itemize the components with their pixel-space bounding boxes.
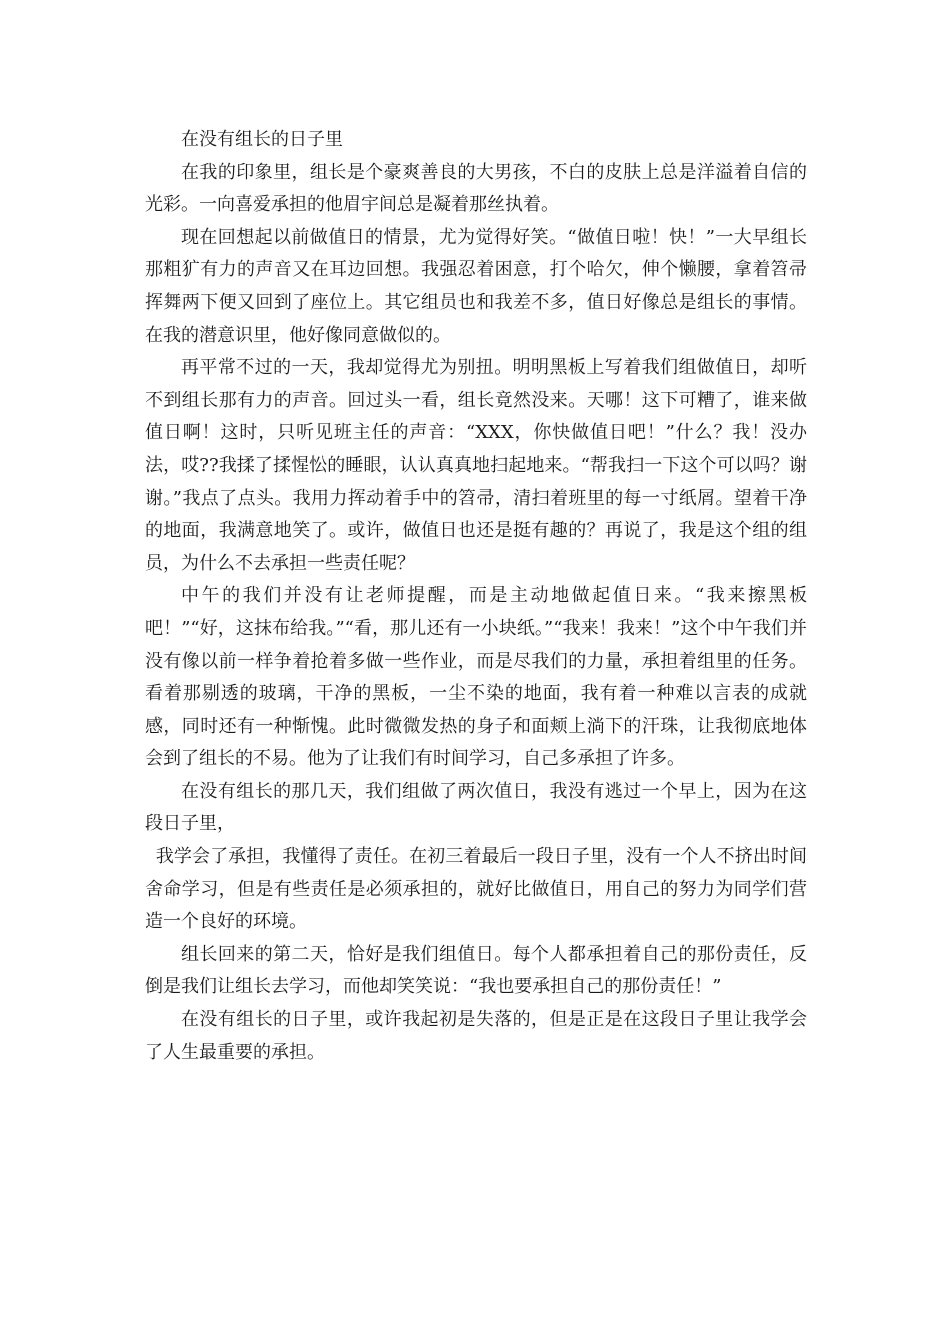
document-body [145, 124, 807, 1069]
paragraph-2: 现在回想起以前做值日的情景，尤为觉得好笑。“做值日啦！快！”一大早组长那粗犷有力的声音又在耳边回想。我强忍着困意，打个哈欠，伸个懒腰，拿着笤帚挥舞两下便又回到了座位上。其它组员也和我差不多，值日好像总是组长的事情。在我的潜意识里，他好像同意做似的。 [145, 226, 807, 346]
paragraph-6: 我学会了承担，我懂得了责任。在初三着最后一段日子里，没有一个人不挤出时间舍命学习，但是有些责任是必须承担的，就好比做值日，用自己的努力为同学们营造一个良好的环境。 [145, 846, 807, 933]
paragraph-8: 在没有组长的日子里，或许我起初是失落的，但是正是在这段日子里让我学会了人生最重要的承担。 [145, 1009, 807, 1063]
paragraph-4: 中午的我们并没有让老师提醒，而是主动地做起值日来。“我来擦黑板吧！”“好，这抹布给我。”“看，那儿还有一小块纸。”“我来！我来！”这个中午我们并没有像以前一样争着抢着多做一些作业，而是尽我们的力量，承担着组里的任务。看着那剔透的玻璃，干净的黑板，一尘不染的地面，我有着一种难以言表的成就感，同时还有一种惭愧。此时微微发热的身子和面颊上淌下的汗珠，让我彻底地体会到了组长的不易。他为了让我们有时间学习，自己多承担了许多。 [145, 585, 807, 770]
paragraph-1: 在我的印象里，组长是个豪爽善良的大男孩，不白的皮肤上总是洋溢着自信的光彩。一向喜爱承担的他眉宇间总是凝着那丝执着。 [145, 161, 807, 216]
paragraph-5: 在没有组长的那几天，我们组做了两次值日，我没有逃过一个早上，因为在这段日子里， [145, 780, 807, 835]
paragraph-7: 组长回来的第二天，恰好是我们组值日。每个人都承担着自己的那份责任，反倒是我们让组长去学习，而他却笑笑说：“我也要承担自己的那份责任！” [145, 943, 807, 998]
document-title: 在没有组长的日子里 [181, 129, 343, 150]
paragraph-3: 再平常不过的一天，我却觉得尤为别扭。明明黑板上写着我们组做值日，却听不到组长那有力的声音。回过头一看，组长竟然没来。天哪！这下可糟了，谁来做值日啊！这时，只听见班主任的声音：“XXX，你快做值日吧！”什么？我！没办法，哎??我揉了揉惺忪的睡眼，认认真真地扫起地来。“帮我扫一下这个可以吗？谢谢。”我点了点头。我用力挥动着手中的笤帚，清扫着班里的每一寸纸屑。望着干净的地面，我满意地笑了。或许，做值日也还是挺有趣的？再说了，我是这个组的组员，为什么不去承担一些责任呢？ [145, 357, 807, 574]
